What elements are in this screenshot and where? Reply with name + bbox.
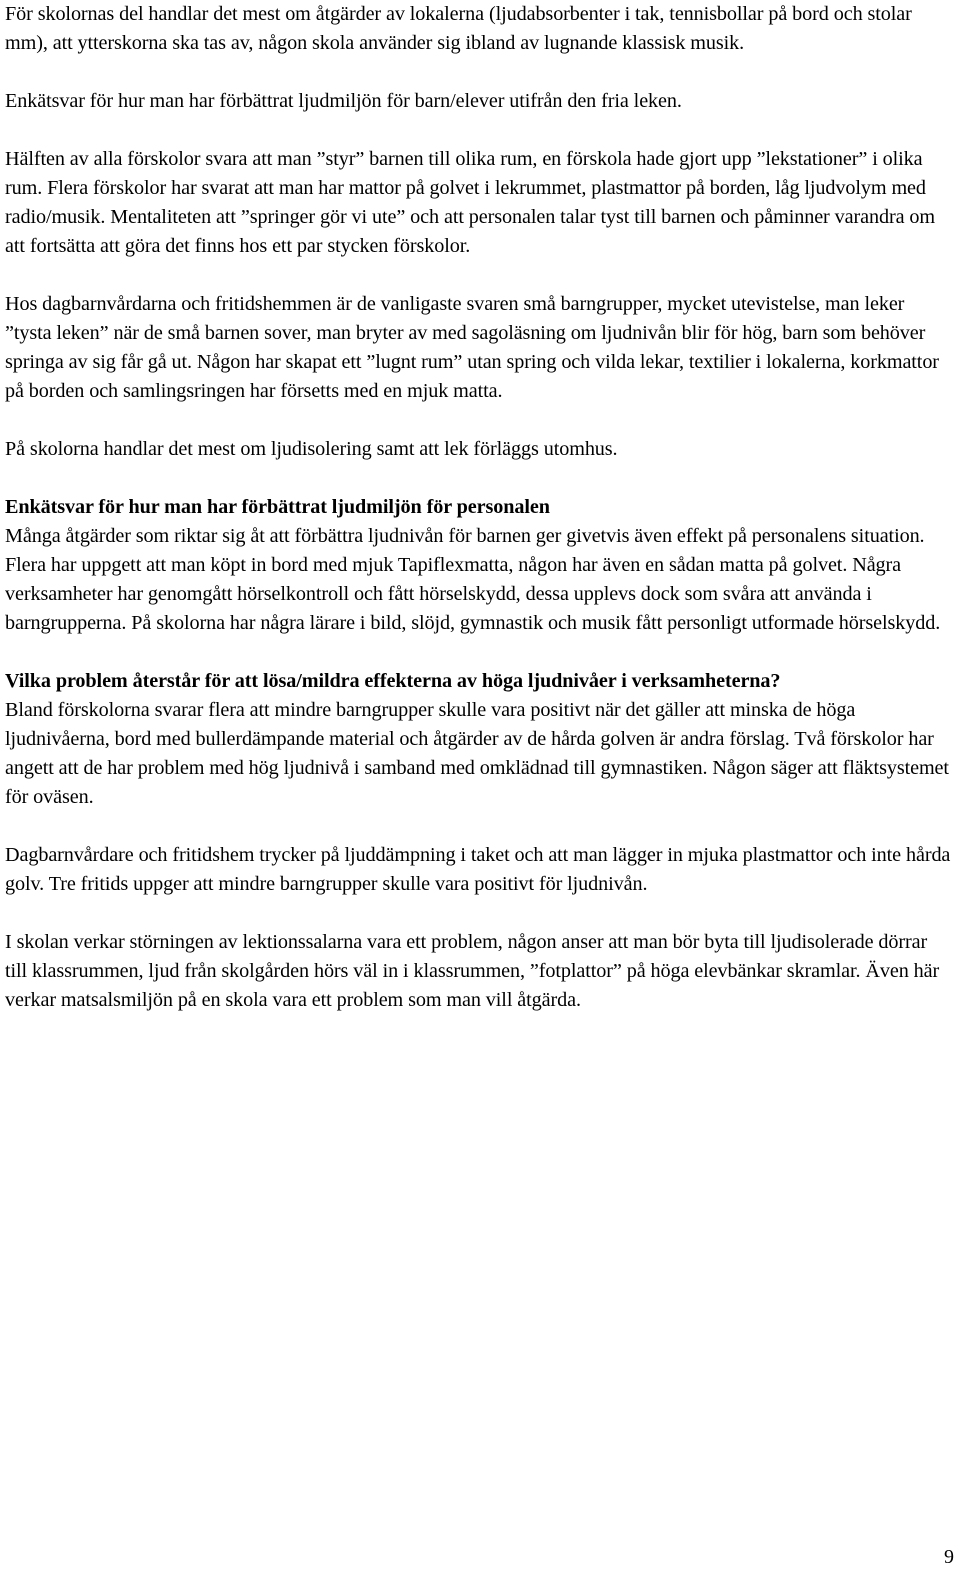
paragraph-daycare-problems: Dagbarnvårdare och fritidshem trycker på ljuddämpning i taket och att man lägger in mjuka plastmattor och inte hårda golv. Tre fritids uppger att mindre barngrupper skulle vara positivt för ljudnivån.	[5, 844, 951, 895]
section-heading-staff: Enkätsvar för hur man har förbättrat ljudmiljön för personalen	[5, 496, 550, 518]
paragraph-staff-measures: Många åtgärder som riktar sig åt att förbättra ljudnivån för barnen ger givetvis även effekt på personalens situation. Flera har uppgett att man köpt in bord med mjuk Tapiflexmatta, någon har även en sådan matta på golvet. Några verksamheter har genomgått hörselkontroll och fått hörselskydd, dessa upplevs dock som svåra att använda i barngrupperna. På skolorna har några lärare i bild, slöjd, gymnastik och musik fått personligt utformade hörselskydd.	[5, 525, 941, 634]
paragraph-spacer	[5, 899, 953, 928]
paragraph-spacer	[5, 58, 953, 87]
paragraph-spacer	[5, 261, 953, 290]
page-number: 9	[944, 1546, 954, 1568]
paragraph-preschool-problems: Bland förskolorna svarar flera att mindre barngrupper skulle vara positivt när det gäller att minska de höga ljudnivåerna, bord med bullerdämpande material och åtgärder av de hårda golven är andra förslag. Två förskolor har angett att de har problem med hög ljudnivå i samband med omklädnad till gymnastiken. Någon säger att fläktsystemet för oväsen.	[5, 699, 949, 808]
paragraph-schools-insulation: På skolorna handlar det mest om ljudisolering samt att lek förläggs utomhus.	[5, 438, 618, 460]
paragraph-spacer	[5, 812, 953, 841]
paragraph-spacer	[5, 116, 953, 145]
section-heading-remaining-problems: Vilka problem återstår för att lösa/mildra effekterna av höga ljudnivåer i verksamheterna?	[5, 670, 781, 692]
paragraph-schools-measures: För skolornas del handlar det mest om åtgärder av lokalerna (ljudabsorbenter i tak, tennisbollar på bord och stolar mm), att ytterskorna ska tas av, någon skola använder sig ibland av lugnande klassisk musik.	[5, 3, 912, 54]
paragraph-spacer	[5, 638, 953, 667]
document-page	[5, 0, 953, 1015]
paragraph-preschools: Hälften av alla förskolor svara att man ”styr” barnen till olika rum, en förskola hade gjort upp ”lekstationer” i olika rum. Flera förskolor har svarat att man har mattor på golvet i lekrummet, plastmattor på borden, låg ljudvolym med radio/musik. Mentaliteten att ”springer gör vi ute” och att personalen talar tyst till barnen och påminner varandra om att fortsätta att göra det finns hos ett par stycken förskolor.	[5, 148, 935, 257]
paragraph-survey-free-play: Enkätsvar för hur man har förbättrat ljudmiljön för barn/elever utifrån den fria leken.	[5, 90, 682, 112]
paragraph-daycare-afterschool: Hos dagbarnvårdarna och fritidshemmen är de vanligaste svaren små barngrupper, mycket utevistelse, man leker ”tysta leken” när de små barnen sover, man bryter av med sagoläsning om ljudnivån blir för hög, barn som behöver springa av sig får gå ut. Någon har skapat ett ”lugnt rum” utan spring och vilda lekar, textilier i lokalerna, korkmattor på borden och samlingsringen har försetts med en mjuk matta.	[5, 293, 939, 402]
paragraph-school-problems: I skolan verkar störningen av lektionssalarna vara ett problem, någon anser att man bör byta till ljudisolerade dörrar till klassrummen, ljud från skolgården hörs väl in i klassrummen, ”fotplattor” på höga elevbänkar skramlar. Även här verkar matsalsmiljön på en skola vara ett problem som man vill åtgärda.	[5, 931, 940, 1011]
paragraph-spacer	[5, 464, 953, 493]
paragraph-spacer	[5, 406, 953, 435]
